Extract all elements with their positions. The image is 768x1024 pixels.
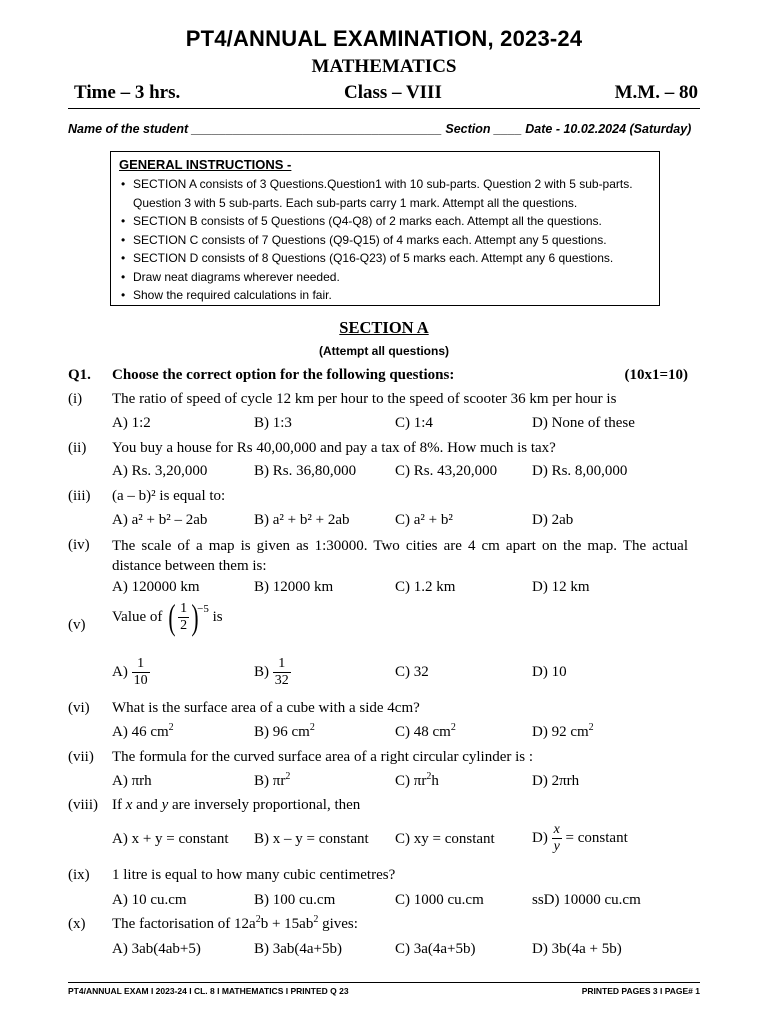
- option-a-text: A) 46 cm: [112, 724, 169, 740]
- superscript: 2: [588, 722, 594, 733]
- part-question-text: The ratio of speed of cycle 12 km per hour to the speed of scooter 36 km per hour is: [112, 391, 617, 407]
- footer-divider: [68, 982, 700, 983]
- option-d: D) 3b(4a + 5b): [532, 941, 622, 957]
- option-b: B) 1:3: [254, 415, 292, 431]
- option-d: [532, 724, 594, 741]
- section-title: SECTION A: [339, 318, 429, 337]
- question-number: Q1.: [68, 367, 91, 383]
- footer-right-text: PRINTED PAGES 3 I PAGE# 1: [581, 986, 700, 996]
- superscript: 2: [168, 722, 174, 733]
- option-b-fraction: [273, 656, 291, 689]
- option-c: C) 32: [395, 664, 429, 680]
- option-a: A) πrh: [112, 773, 152, 789]
- instruction-item: • SECTION A consists of 3 Questions.Question1 with 10 sub-parts. Question 2 with 5 sub-parts. Question 3 with 5 sub-parts. Each sub-parts carry 1 mark. Attempt all the questions.: [119, 175, 651, 212]
- option-b: B) 12000 km: [254, 579, 334, 595]
- exponent: −5: [197, 603, 209, 615]
- option-c: C) Rs. 43,20,000: [395, 463, 498, 479]
- option-b: B) 3ab(4a+5b): [254, 941, 343, 957]
- part-number: (iv): [68, 537, 90, 553]
- option-a: A) 120000 km: [112, 579, 200, 595]
- question-1-header: [68, 367, 688, 387]
- option-d: D) Rs. 8,00,000: [532, 463, 628, 479]
- question-text: Choose the correct option for the following questions:: [112, 367, 455, 383]
- option-d-denominator: y: [553, 839, 560, 854]
- option-b: [254, 773, 290, 790]
- option-a: [112, 724, 174, 741]
- option-b-text: B) 96 cm: [254, 724, 310, 740]
- option-a: A) a² + b² – 2ab: [112, 512, 208, 528]
- part-question-text: The formula for the curved surface area of a right circular cylinder is :: [112, 749, 534, 765]
- option-d-text: D) 92 cm: [532, 724, 589, 740]
- option-d-numerator: x: [553, 822, 560, 837]
- option-d: D) 2πrh: [532, 773, 580, 789]
- superscript: 2: [255, 914, 261, 925]
- part-number: (viii): [68, 797, 98, 813]
- open-paren: (: [168, 597, 176, 637]
- instructions-title: GENERAL INSTRUCTIONS -: [119, 157, 292, 172]
- option-c: [395, 724, 456, 741]
- text-and: and: [136, 797, 158, 813]
- instruction-item: • SECTION C consists of 7 Questions (Q9-Q15) of 4 marks each. Attempt any 5 questions.: [119, 231, 651, 250]
- superscript: 2: [285, 771, 291, 782]
- option-c: C) 3a(4a+5b): [395, 941, 476, 957]
- option-c-suffix: h: [431, 773, 439, 789]
- section-subtitle: (Attempt all questions): [318, 344, 449, 358]
- part-number: (ix): [68, 867, 90, 883]
- part-question-text: (a – b)² is equal to:: [112, 488, 226, 504]
- superscript: 2: [450, 722, 456, 733]
- part-number: (ii): [68, 440, 87, 456]
- option-a: A) 10 cu.cm: [112, 892, 187, 908]
- option-d: D) 10: [532, 664, 567, 680]
- option-a-label: A): [112, 664, 128, 680]
- option-c: C) xy = constant: [395, 831, 495, 847]
- part-number: (v): [68, 617, 86, 633]
- value-of-text: Value of: [112, 608, 163, 625]
- factorisation-text-end: gives:: [318, 916, 358, 932]
- exam-meta-row: [74, 82, 698, 106]
- student-info-line: Name of the student ____________________________________ Section ____ Date - 10.02.2024 (Saturday): [68, 122, 692, 136]
- close-paren: ): [191, 597, 199, 637]
- part-number: (vii): [68, 749, 94, 765]
- option-c-text: C) πr: [395, 773, 427, 789]
- time-label: Time – 3 hrs.: [74, 82, 181, 103]
- instruction-item: • SECTION D consists of 8 Questions (Q16-Q23) of 5 marks each. Attempt any 6 questions.: [119, 249, 651, 268]
- option-b-numerator: 1: [273, 656, 291, 673]
- superscript: 2: [309, 722, 315, 733]
- fraction-denominator: 2: [180, 617, 188, 633]
- option-c: C) 1:4: [395, 415, 433, 431]
- instruction-item: • Show the required calculations in fair.: [119, 286, 651, 305]
- part-number: (iii): [68, 488, 91, 504]
- subject-title: MATHEMATICS: [311, 56, 457, 77]
- option-b: B) Rs. 36,80,000: [254, 463, 357, 479]
- option-b: [254, 656, 291, 689]
- part-question-text: [112, 599, 688, 649]
- option-a-numerator: 1: [132, 656, 150, 673]
- part-question-text: You buy a house for Rs 40,00,000 and pay a tax of 8%. How much is tax?: [112, 440, 556, 456]
- superscript: 2: [313, 914, 319, 925]
- text-if: If: [112, 797, 122, 813]
- option-b-denominator: 32: [274, 673, 289, 688]
- factorisation-text: The factorisation of 12a: [112, 916, 256, 932]
- option-c: C) 1000 cu.cm: [395, 892, 484, 908]
- fraction-numerator: 1: [180, 600, 188, 616]
- option-a: [112, 656, 150, 689]
- page-footer: [68, 986, 700, 1000]
- variable-y: y: [161, 797, 169, 813]
- part-question-text: [112, 916, 688, 933]
- part-question-text: 1 litre is equal to how many cubic centimetres?: [112, 867, 396, 883]
- option-c-text: C) 48 cm: [395, 724, 451, 740]
- superscript: 2: [426, 771, 432, 782]
- variable-x: x: [125, 797, 133, 813]
- option-c: C) a² + b²: [395, 512, 453, 528]
- option-a: A) x + y = constant: [112, 831, 229, 847]
- part-number: (x): [68, 916, 86, 932]
- exam-title: PT4/ANNUAL EXAMINATION, 2023-24: [185, 26, 583, 51]
- option-a: A) 1:2: [112, 415, 151, 431]
- option-c: [395, 773, 439, 790]
- class-label: Class – VIII: [344, 82, 442, 103]
- option-d: D) 2ab: [532, 512, 574, 528]
- part-question-text: [112, 797, 688, 814]
- question-marks: (10x1=10): [624, 367, 688, 383]
- part-number: (vi): [68, 700, 90, 716]
- option-a: A) 3ab(4ab+5): [112, 941, 201, 957]
- option-d-suffix: = constant: [565, 830, 628, 846]
- option-a: A) Rs. 3,20,000: [112, 463, 208, 479]
- max-marks-label: M.M. – 80: [614, 82, 698, 103]
- fraction-expression: [178, 601, 189, 634]
- option-d: [532, 822, 628, 855]
- is-text: is: [212, 608, 223, 625]
- instruction-item: • Draw neat diagrams wherever needed.: [119, 268, 651, 287]
- option-a-fraction: [132, 656, 150, 689]
- part-number: (i): [68, 391, 83, 407]
- option-b-label: B): [254, 664, 269, 680]
- option-d: D) 12 km: [532, 579, 590, 595]
- header-divider: [68, 108, 700, 109]
- option-b-text: B) πr: [254, 773, 286, 789]
- option-b: [254, 724, 315, 741]
- option-a-denominator: 10: [133, 673, 148, 688]
- option-d: D) None of these: [532, 415, 635, 431]
- option-d: ssD) 10000 cu.cm: [532, 892, 641, 908]
- footer-left-text: PT4/ANNUAL EXAM I 2023-24 I CL. 8 I MATHEMATICS I PRINTED Q 23: [68, 986, 349, 996]
- factorisation-text-mid: b + 15ab: [260, 916, 314, 932]
- text-rest: are inversely proportional, then: [172, 797, 361, 813]
- part-question-text: What is the surface area of a cube with a side 4cm?: [112, 700, 420, 716]
- instructions-list: [119, 175, 651, 305]
- option-d-label: D): [532, 830, 548, 846]
- general-instructions-box: [110, 151, 660, 306]
- instruction-item: • SECTION B consists of 5 Questions (Q4-Q8) of 2 marks each. Attempt all the questions.: [119, 212, 651, 231]
- option-c: C) 1.2 km: [395, 579, 456, 595]
- option-b: B) a² + b² + 2ab: [254, 512, 350, 528]
- option-b: B) x – y = constant: [254, 831, 369, 847]
- option-d-fraction: [552, 822, 562, 855]
- option-b: B) 100 cu.cm: [254, 892, 336, 908]
- part-question-text: The scale of a map is given as 1:30000. Two cities are 4 cm apart on the map. The actual distance between them is:: [112, 538, 688, 574]
